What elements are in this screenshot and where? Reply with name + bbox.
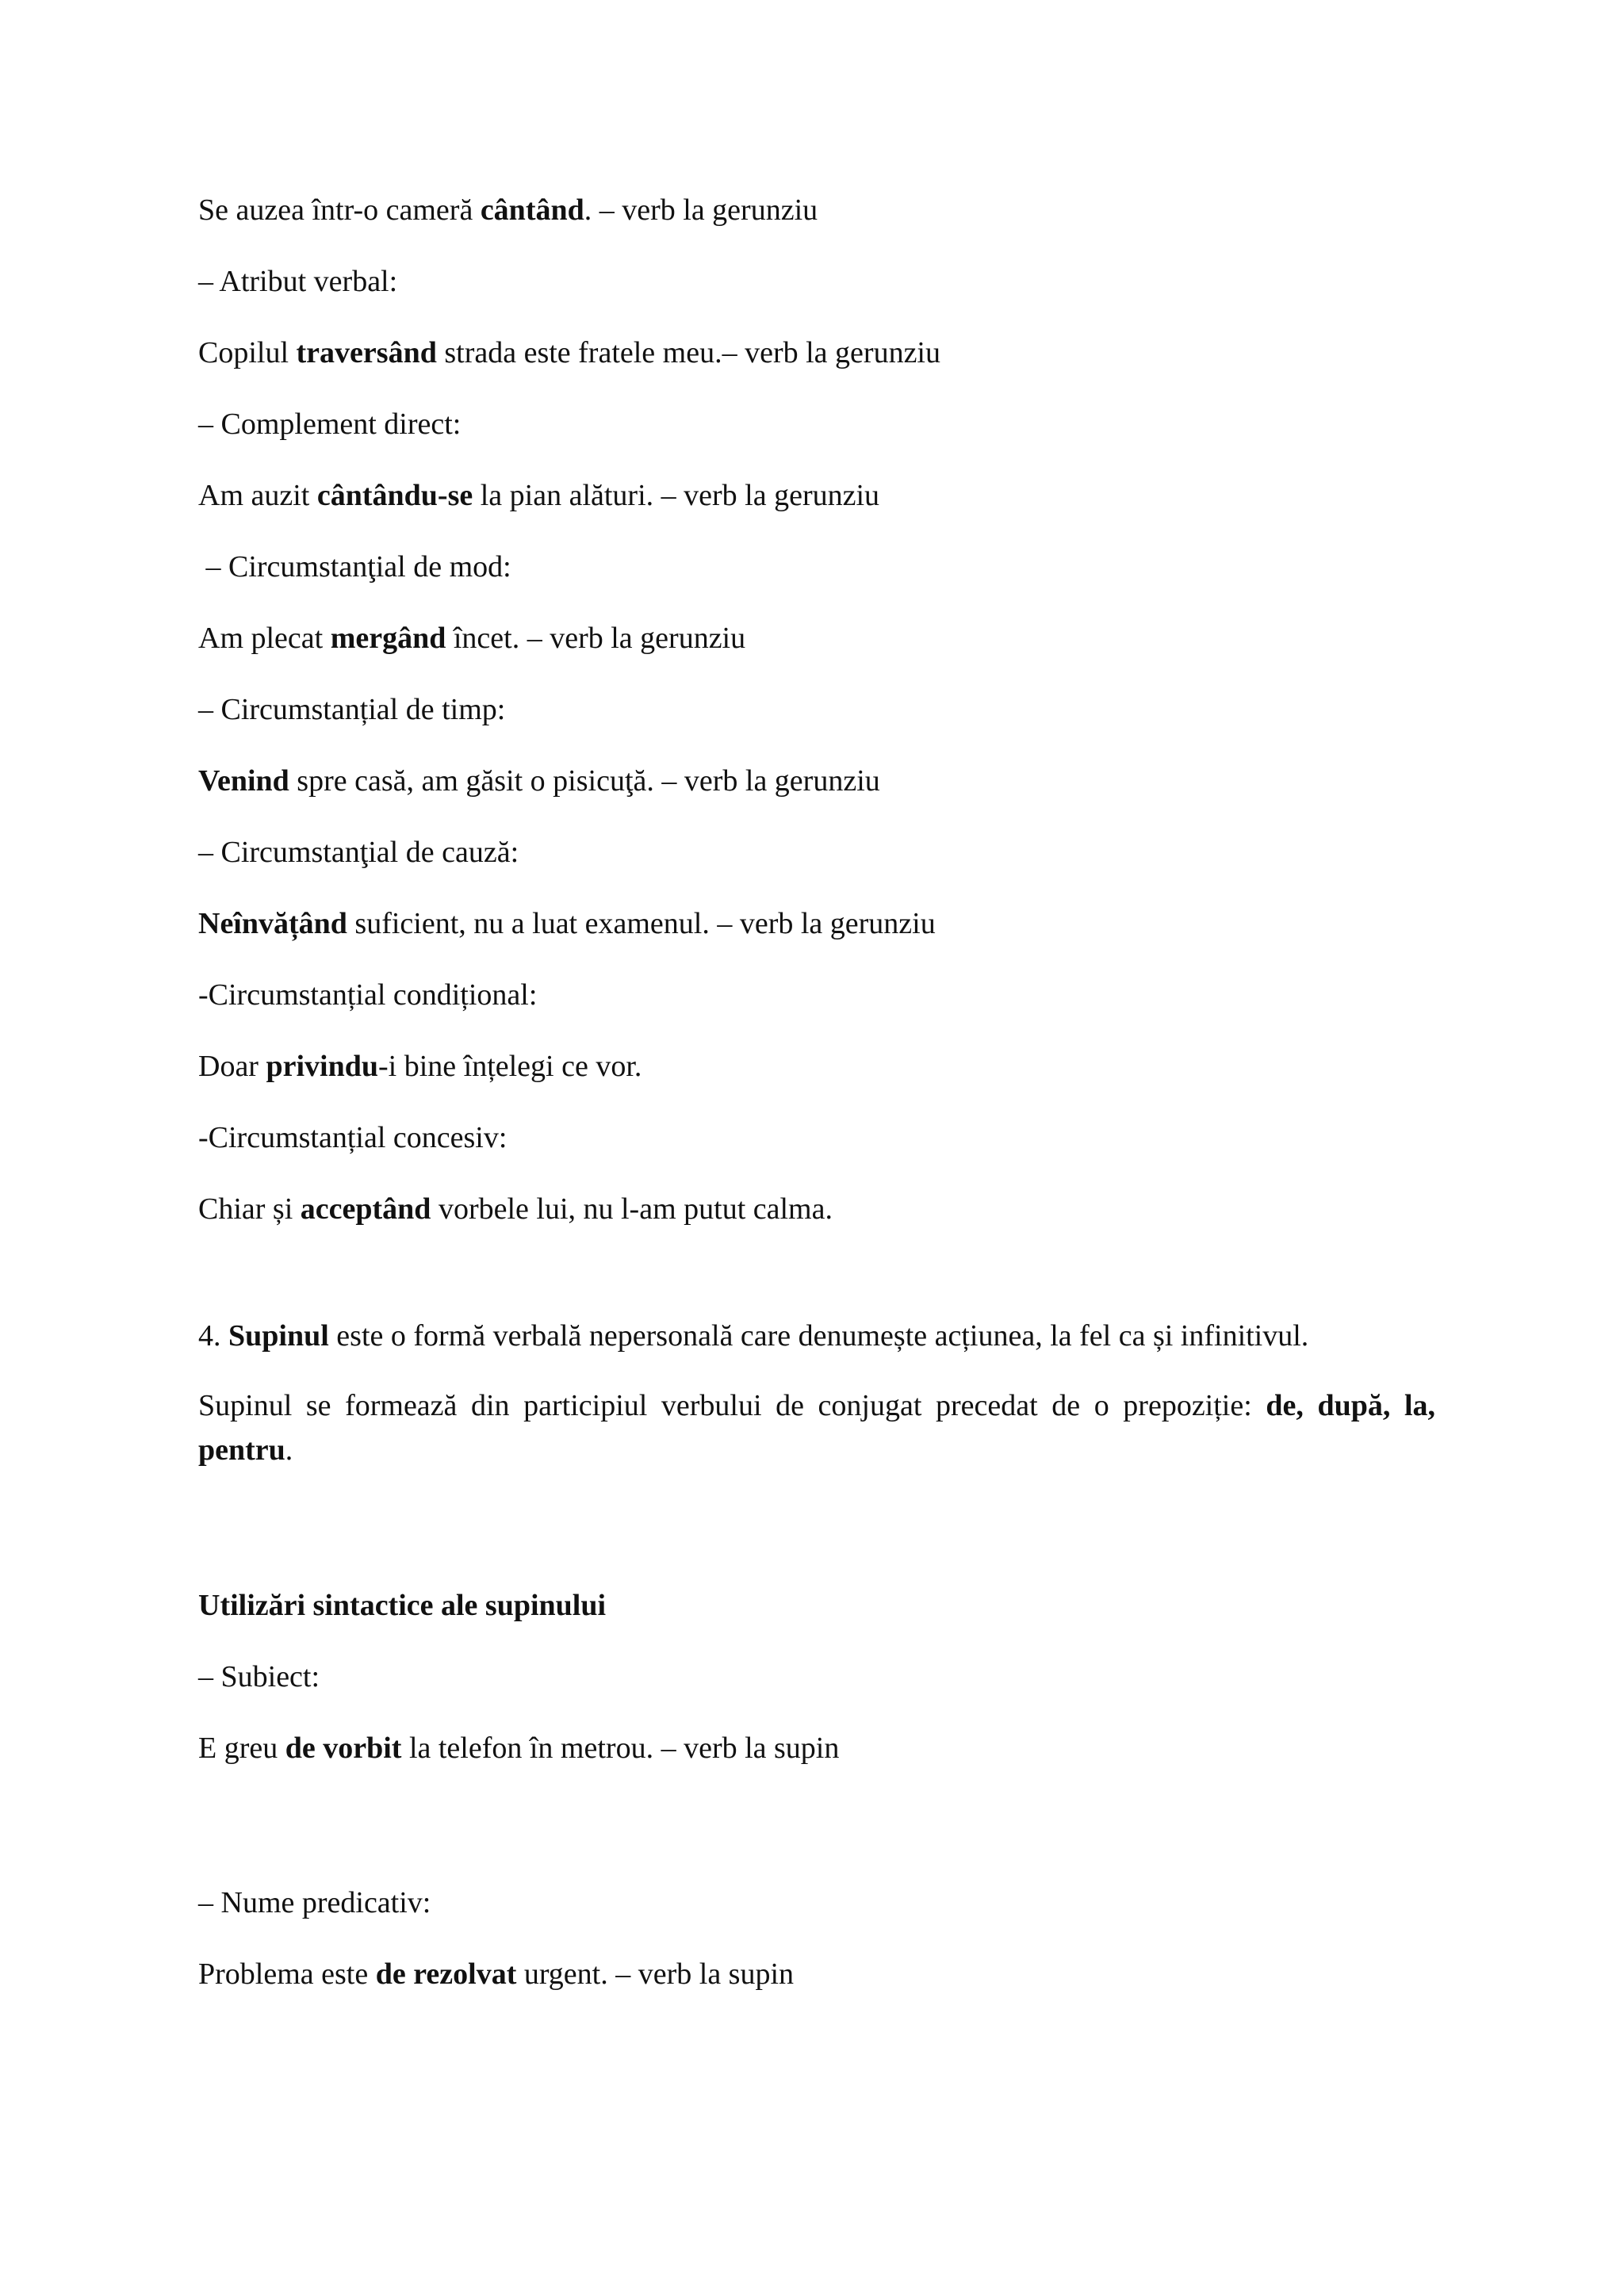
line-13: Doar privindu-i bine înțelegi ce vor. — [198, 1050, 642, 1083]
line-14: -Circumstanțial concesiv: — [198, 1121, 508, 1154]
predicative-label: – Nume predicativ: — [198, 1886, 431, 1919]
line-9: Venind spre casă, am găsit o pisicuţă. – verb la gerunziu — [198, 764, 880, 798]
subject-example: E greu de vorbit la telefon în metrou. – verb la supin — [198, 1732, 840, 1765]
line-11: Neînvățând suficient, nu a luat examenul. – verb la gerunziu — [198, 907, 936, 940]
line-3: Copilul traversând strada este fratele meu.– verb la gerunziu — [198, 336, 940, 369]
line-1: Se auzea într-o cameră cântând. – verb la gerunziu — [198, 193, 818, 227]
predicative-example: Problema este de rezolvat urgent. – verb la supin — [198, 1957, 795, 1991]
line-2: – Atribut verbal: — [198, 265, 398, 298]
section-heading: Utilizări sintactice ale supinului — [198, 1589, 607, 1622]
line-4: – Complement direct: — [198, 408, 462, 441]
line-7: Am plecat mergând încet. – verb la gerunziu — [198, 622, 746, 655]
supin-formation: Supinul se formează din participiul verbului de conjugat precedat de o prepoziție: de, după, la, pentru. — [198, 1389, 1436, 1467]
line-12: -Circumstanțial condițional: — [198, 978, 538, 1012]
line-6: – Circumstanţial de mod: — [198, 550, 511, 584]
line-8: – Circumstanțial de timp: — [198, 693, 506, 726]
line-15: Chiar și acceptând vorbele lui, nu l-am putut calma. — [198, 1192, 833, 1226]
line-5: Am auzit cântându-se la pian alături. – verb la gerunziu — [198, 479, 880, 512]
subject-label: – Subiect: — [198, 1660, 320, 1693]
line-10: – Circumstanţial de cauză: — [198, 836, 519, 869]
supin-definition: 4. Supinul este o formă verbală nepersonală care denumește acțiunea, la fel ca și infinitivul. — [198, 1319, 1309, 1353]
